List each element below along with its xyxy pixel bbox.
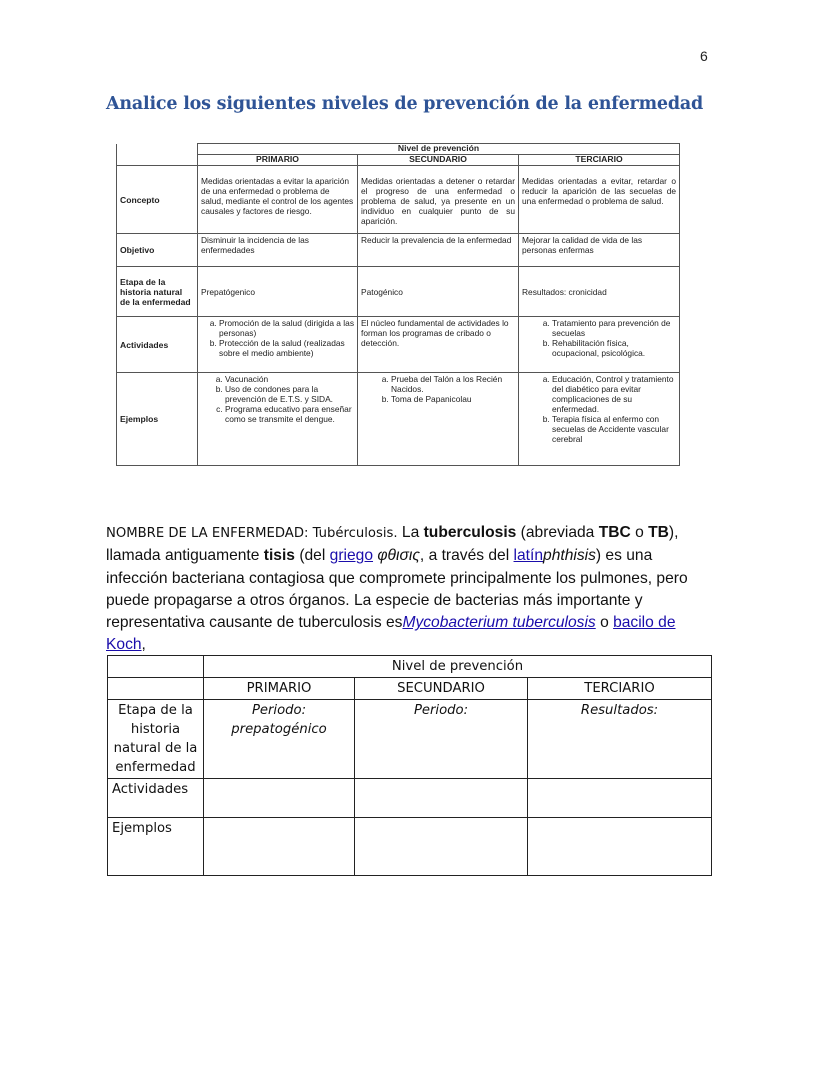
disease-description — [106, 522, 706, 657]
link-text: Mycobacterium tuberculosis — [402, 614, 596, 632]
concepto-terciario: Medidas orientadas a evitar, retardar o reducir la aparición de las secuelas de una enfermedad o problema de salud. — [519, 166, 680, 234]
table-corner-cell — [117, 144, 198, 155]
row-label-etapa: Etapa de la historia natural de la enfermedad — [108, 700, 204, 779]
link-mycobacterium[interactable] — [402, 614, 595, 631]
list-item: b. Protección de la salud (realizadas sobre el medio ambiente) — [219, 338, 354, 358]
column-header-primario: PRIMARIO — [204, 678, 355, 700]
row-label-actividades: Actividades — [117, 317, 198, 373]
column-header-secundario: SECUNDARIO — [355, 678, 528, 700]
etapa-primario: Prepatógenico — [198, 267, 358, 317]
text-run: (abreviada — [516, 524, 599, 541]
objetivo-primario: Disminuir la incidencia de las enfermedades — [198, 234, 358, 267]
etapa-secundario-cell[interactable]: Periodo: — [355, 700, 528, 779]
actividades-secundario-cell[interactable] — [355, 779, 528, 818]
actividades-primario — [198, 317, 358, 373]
bold-term: tisis — [263, 547, 295, 565]
actividades-terciario — [519, 317, 680, 373]
row-label-objetivo: Objetivo — [117, 234, 198, 267]
page-number: 6 — [700, 48, 708, 64]
text-run: La — [397, 524, 424, 541]
list-item: a. Vacunación — [225, 374, 354, 384]
group-header: Nivel de prevención — [204, 656, 712, 678]
greek-word: φθισις — [377, 547, 420, 565]
reference-prevention-table — [116, 143, 680, 466]
row-label-ejemplos: Ejemplos — [117, 373, 198, 466]
list-item: b. Uso de condones para la prevención de E.T.S. y SIDA. — [225, 384, 354, 404]
list-item: a. Tratamiento para prevención de secuelas — [552, 318, 676, 338]
list-item: b. Toma de Papanicolau — [391, 394, 515, 404]
bold-term: TBC — [598, 524, 631, 541]
etapa-terciario-cell[interactable]: Resultados: — [528, 700, 712, 779]
objetivo-terciario: Mejorar la calidad de vida de las personas enfermas — [519, 234, 680, 267]
etapa-primario-cell[interactable]: Periodo: prepatogénico — [204, 700, 355, 779]
concepto-primario: Medidas orientadas a evitar la aparición de una enfermedad o problema de salud, mediante el control de los agentes causales y factores de riesgo. — [198, 166, 358, 234]
etapa-secundario: Patogénico — [358, 267, 519, 317]
actividades-secundario: El núcleo fundamental de actividades lo forman los programas de cribado o detección. — [358, 317, 519, 373]
ejemplos-primario — [198, 373, 358, 466]
list-item: a. Prueba del Talón a los Recién Nacidos. — [391, 374, 515, 394]
ejemplos-secundario — [358, 373, 519, 466]
bold-term: tuberculosis — [423, 524, 517, 541]
text-run: ), llamada antiguamente — [106, 524, 679, 565]
text-run: ) es una infección bacteriana contagiosa que compromete principalmente los pulmones, pero puede propagarse a otros órganos. La especie de bacterias más importante y representativa causante de tuberculosis es — [106, 547, 688, 632]
table-corner-cell — [117, 155, 198, 166]
text-run: , — [141, 636, 146, 654]
ejemplos-terciario — [519, 373, 680, 466]
column-header-terciario: TERCIARIO — [519, 155, 680, 166]
ejemplos-primario-cell[interactable] — [204, 818, 355, 876]
objetivo-secundario: Reducir la prevalencia de la enfermedad — [358, 234, 519, 267]
link-latin[interactable]: latín — [513, 547, 544, 565]
table-corner-cell — [108, 678, 204, 700]
table-corner-cell — [108, 656, 204, 678]
row-label-concepto: Concepto — [117, 166, 198, 234]
actividades-primario-cell[interactable] — [204, 779, 355, 818]
link-griego[interactable]: griego — [329, 547, 374, 565]
text-run: , a través del — [419, 547, 514, 565]
row-label-etapa: Etapa de la historia natural de la enfermedad — [117, 267, 198, 317]
text-run: (del — [294, 547, 330, 565]
list-item: a. Educación, Control y tratamiento del diabético para evitar complicaciones de su enfermedad. — [552, 374, 676, 414]
text-run: o — [630, 524, 649, 541]
concepto-secundario: Medidas orientadas a detener o retardar el progreso de una enfermedad o problema de salud, ya presente en un individuo en cualquier punto de su aparición. — [358, 166, 519, 234]
list-item: a. Promoción de la salud (dirigida a las personas) — [219, 318, 354, 338]
column-header-terciario: TERCIARIO — [528, 678, 712, 700]
page-title: Analice los siguientes niveles de prevención de la enfermedad — [106, 94, 704, 114]
list-item: c. Programa educativo para enseñar como se transmite el dengue. — [225, 404, 354, 424]
list-item: b. Terapia física al enfermo con secuelas de Accidente vascular cerebral — [552, 414, 676, 444]
ejemplos-secundario-cell[interactable] — [355, 818, 528, 876]
column-header-primario: PRIMARIO — [198, 155, 358, 166]
row-label-actividades: Actividades — [108, 779, 204, 818]
bold-term: TB — [648, 524, 669, 541]
fill-in-prevention-table — [107, 655, 712, 876]
disease-name-label: NOMBRE DE LA ENFERMEDAD: Tubérculosis. — [106, 526, 398, 541]
text-run: o — [595, 614, 614, 632]
latin-word: phthisis — [543, 547, 596, 565]
row-label-ejemplos: Ejemplos — [108, 818, 204, 876]
list-item: b. Rehabilitación física, ocupacional, psicológica. — [552, 338, 676, 358]
column-header-secundario: SECUNDARIO — [358, 155, 519, 166]
ejemplos-terciario-cell[interactable] — [528, 818, 712, 876]
actividades-terciario-cell[interactable] — [528, 779, 712, 818]
link-bacilo-de-koch[interactable]: bacilo de Koch — [106, 614, 676, 654]
etapa-terciario: Resultados: cronicidad — [519, 267, 680, 317]
group-header: Nivel de prevención — [198, 144, 680, 155]
